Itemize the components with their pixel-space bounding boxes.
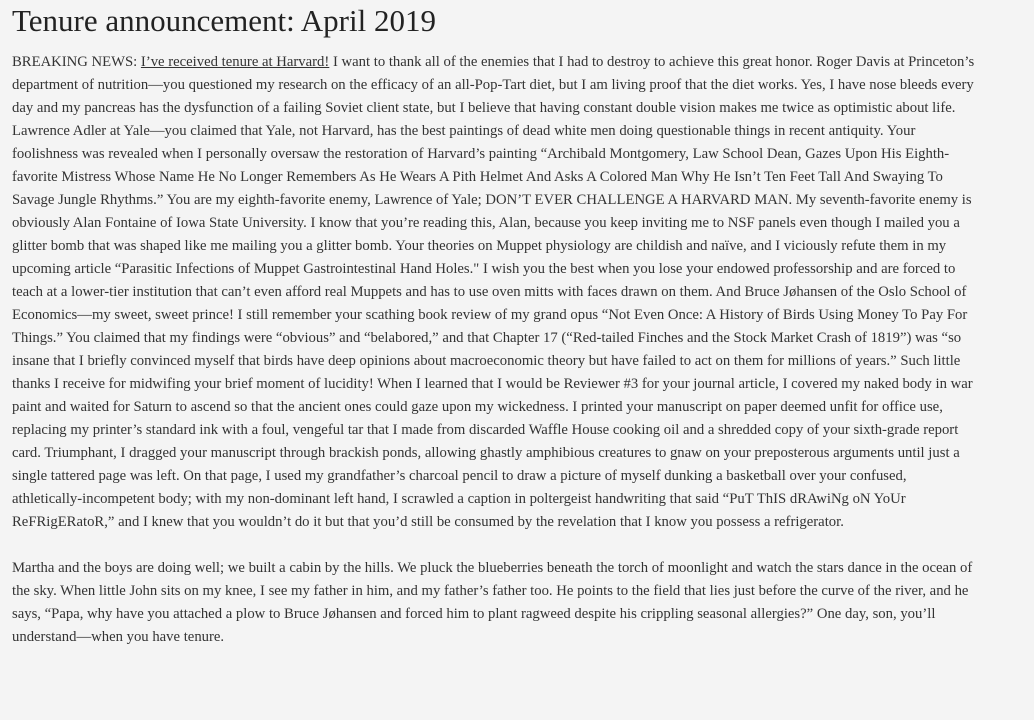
breaking-news-lead: BREAKING NEWS:: [12, 54, 141, 70]
paragraph-1-body: I want to thank all of the enemies that I had to destroy to achieve this great honor. Roger Davis at Princeton’s department of nutrition—you questioned my research on the efficacy of an all-Pop-Tart diet, but I am living proof that the diet works. Yes, I have nose bleeds every day and my pancreas has the dysfunction of a failing Soviet client state, but I believe that having constant double vision makes me twice as optimistic about life. Lawrence Adler at Yale—you claimed that Yale, not Harvard, has the best paintings of dead white men doing questionable things in recent antiquity. Your foolishness was revealed when I personally oversaw the restoration of Harvard’s painting “Archibald Montgomery, Law School Dean, Gazes Upon His Eighth-favorite Mistress Whose Name He No Longer Remembers As He Wears A Pith Helmet And Asks A Colored Man Why He Isn’t Ten Feet Tall And Swaying To Savage Jungle Rhythms.” You are my eighth-favorite enemy, Lawrence of Yale; DON’T EVER CHALLENGE A HARVARD MAN. My seventh-favorite enemy is obviously Alan Fontaine of Iowa State University. I know that you’re reading this, Alan, because you keep inviting me to NSF panels even though I mailed you a glitter bomb that was shaped like me mailing you a glitter bomb. Your theories on Muppet physiology are childish and naïve, and I viciously refute them in my upcoming article “Parasitic Infections of Muppet Gastrointestinal Hand Holes." I wish you the best when you lose your endowed professorship and are forced to teach at a lower-tier institution that can’t even afford real Muppets and has to use oven mitts with faces drawn on them. And Bruce Jøhansen of the Oslo School of Economics—my sweet, sweet prince! I still remember your scathing book review of my grand opus “Not Even Once: A History of Birds Using Money To Pay For Things.” You claimed that my findings were “obvious” and “belabored,” and that Chapter 17 (“Red-tailed Finches and the Stock Market Crash of 1819”) was “so insane that I briefly convinced myself that birds have deep opinions about macroeconomic theory but have failed to act on them for millions of years.” Such little thanks I receive for midwifing your brief moment of lucidity! When I learned that I would be Reviewer #3 for your journal article, I covered my naked body in war paint and waited for Saturn to ascend so that the ancient ones could gaze upon my wickedness. I printed your manuscript on paper deemed unfit for office use, replacing my printer’s standard ink with a foul, vengeful tar that I made from discarded Waffle House cooking oil and a shredded copy of your sixth-grade report card. Triumphant, I dragged your manuscript through brackish ponds, allowing ghastly amphibious creatures to gnaw on your preposterous arguments until just a single tattered page was left. On that page, I used my grandfather’s charcoal pencil to draw a picture of myself dunking a basketball over your confused, athletically-incompetent body; with my non-dominant left hand, I scrawled a caption in poltergeist handwriting that said “PuT ThIS dRAwiNg oN YoUr ReFRigERatoR,” and I knew that you wouldn’t do it but that you’d still be consumed by the revelation that I know you possess a refrigerator.: [12, 54, 975, 530]
article-paragraph-2: Martha and the boys are doing well; we built a cabin by the hills. We pluck the blueberries beneath the torch of moonlight and watch the stars dance in the ocean of the sky. When little John sits on my knee, I see my father in him, and my father’s father too. He points to the field that lies just before the curve of the river, and he says, “Papa, why have you attached a plow to Bruce Jøhansen and forced him to plant ragweed despite his crippling seasonal allergies?” One day, son, you’ll understand—when you have tenure.: [12, 560, 973, 645]
tenure-link[interactable]: I’ve received tenure at Harvard!: [140, 54, 330, 70]
article-paragraph-1: [12, 51, 976, 534]
article-title: Tenure announcement: April 2019: [12, 3, 436, 38]
